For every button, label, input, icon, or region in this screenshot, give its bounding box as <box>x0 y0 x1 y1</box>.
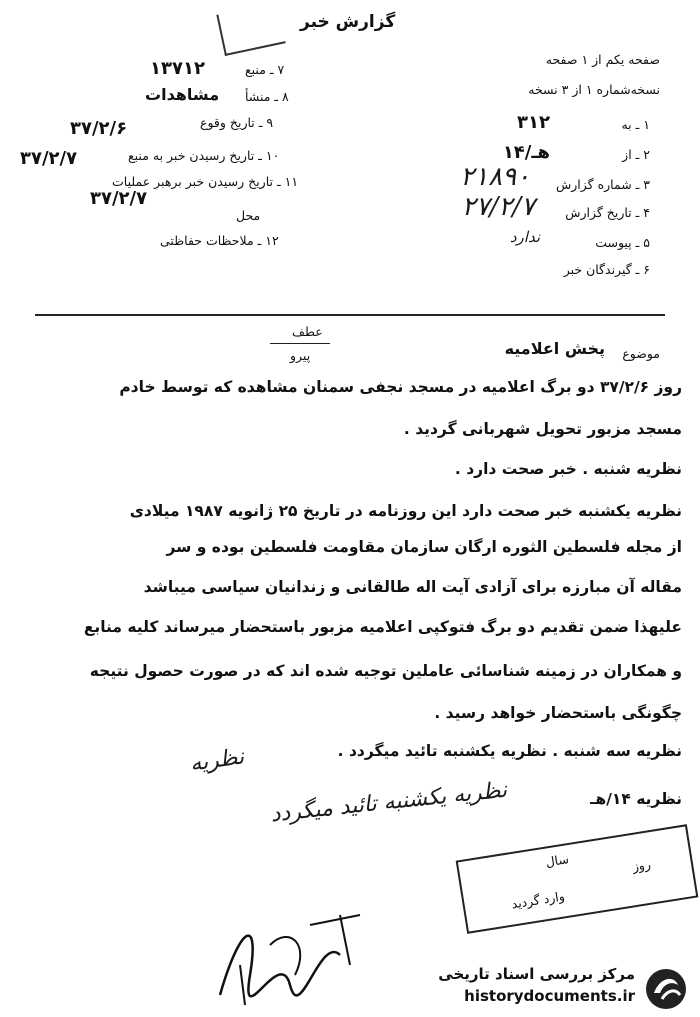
body-line: نظریه ۱۴/هـ <box>590 790 682 808</box>
field-label-report-date: ۴ ـ تاریخ گزارش <box>565 205 650 220</box>
field-label-attachment: ۵ ـ پیوست <box>595 235 650 250</box>
page-info: صفحه یکم از ۱ صفحه <box>545 52 660 67</box>
report-title: گزارش خبر <box>300 12 396 32</box>
subject-value: پخش اعلامیه <box>504 339 605 358</box>
copy-info: نسخه‌شماره ۱ از ۳ نسخه <box>528 82 660 97</box>
field-value-origin: مشاهدات <box>145 85 220 104</box>
body-line: و همکاران در زمینه شناسائی عاملین توجیه شده اند که در صورت حصول نتیجه <box>89 662 682 680</box>
field-value-from: ۱۴/هـ <box>502 142 550 163</box>
reference-divider <box>270 343 330 344</box>
body-line: علیهذا ضمن تقدیم دو برگ فتوکپی اعلامیه مزبور باستحضار میرساند کلیه منابع <box>83 618 682 636</box>
body-line: نظریه سه شنبه . نظریه یکشنبه تائید میگردد . <box>337 742 682 760</box>
body-line: مقاله آن مبارزه برای آزادی آیت اله طالقانی و زندانیان سیاسی میباشد <box>143 578 682 596</box>
field-value-event-date: ۳۷/۲/۶ <box>70 118 128 139</box>
field-label-security-notes: ۱۲ ـ ملاحظات حفاظتی <box>160 233 279 248</box>
handwritten-note: نظریه <box>188 744 246 777</box>
field-value-attachment: ندارد <box>509 228 540 246</box>
receipt-stamp <box>456 824 699 934</box>
section-divider <box>35 314 665 316</box>
footer-watermark <box>410 965 690 1015</box>
field-value-source: ۱۳۷۱۲ <box>150 58 205 79</box>
body-line: نظریه شنبه . خبر صحت دارد . <box>454 460 682 478</box>
body-line: مسجد مزبور تحویل شهربانی گردید . <box>403 420 682 438</box>
field-label-origin: ۸ ـ منشأ <box>245 89 289 104</box>
body-line: از مجله فلسطین الثوره ارگان سازمان مقاومت فلسطین بوده و سر <box>166 538 682 556</box>
handwritten-note: نظریه یکشنبه تائید میگردد <box>269 777 509 828</box>
field-value-to: ۳۱۲ <box>517 112 550 133</box>
field-label-received-ops: ۱۱ ـ تاریخ رسیدن خبر برهبر عملیات <box>112 174 299 189</box>
field-label-recipients: ۶ ـ گیرندگان خبر <box>563 262 650 277</box>
footer-url: historydocuments.ir <box>464 987 635 1005</box>
field-value-report-date: ۲۷/۲/۷ <box>461 192 535 222</box>
signature <box>200 905 380 1015</box>
body-line: نظریه یکشنبه خبر صحت دارد این روزنامه در تاریخ ۲۵ ژانویه ۱۹۸۷ میلادی <box>129 502 682 520</box>
subject-label: موضوع <box>622 346 660 361</box>
field-label-report-number: ۳ ـ شماره گزارش <box>555 177 650 192</box>
archive-logo-icon <box>644 967 688 1011</box>
body-line: چگونگی باستحضار خواهد رسید . <box>434 704 682 722</box>
field-label-source: ۷ ـ منبع <box>245 62 285 77</box>
field-label-location: محل <box>236 208 261 223</box>
field-value-received-source: ۳۷/۲/۷ <box>20 148 78 169</box>
field-value-received-ops: ۳۷/۲/۷ <box>90 188 148 209</box>
stamp-year: سال <box>544 851 570 870</box>
body-line: روز ۳۷/۲/۶ دو برگ اعلامیه در مسجد نجفی سمنان مشاهده که توسط خادم <box>119 378 682 396</box>
footer-brand: مرکز بررسی اسناد تاریخی <box>438 965 635 983</box>
reference-peyro: پیرو <box>290 348 311 363</box>
field-value-report-number: ۲۱۸۹۰ <box>460 162 530 192</box>
reference-atf: عطف <box>292 324 323 339</box>
field-label-from: ۲ ـ از <box>622 147 650 162</box>
corner-stamp-mark <box>216 2 285 56</box>
field-label-to: ۱ ـ به <box>621 117 650 132</box>
stamp-day: روز <box>631 856 652 875</box>
stamp-received: وارد گردید <box>510 888 566 912</box>
field-label-event-date: ۹ ـ تاریخ وقوع <box>200 115 274 130</box>
field-label-received-source: ۱۰ ـ تاریخ رسیدن خبر به منبع <box>128 148 280 163</box>
